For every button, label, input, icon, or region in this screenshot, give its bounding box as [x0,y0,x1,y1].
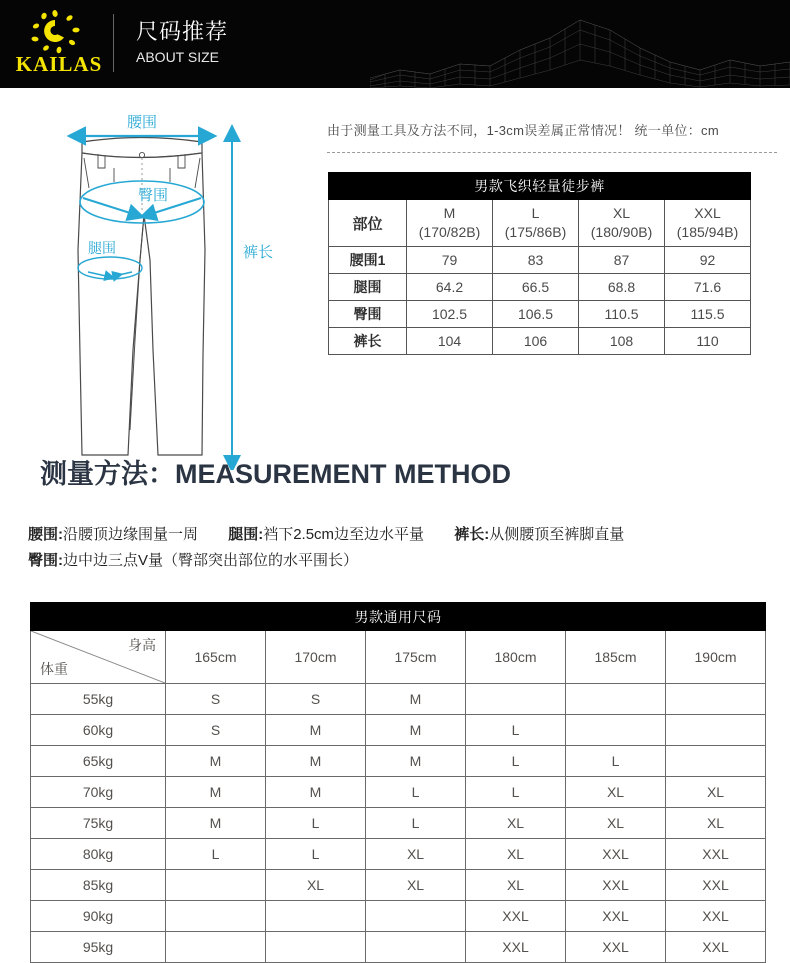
table-row [31,715,766,746]
table-cell: 106 [493,328,579,355]
chart-row-label: 90kg [31,901,166,932]
chart-weight-axis-label: 体重 [40,661,68,677]
chart-cell: L [366,777,466,808]
chart-cell: XXL [666,870,766,901]
row-label: 臀围 [329,301,407,328]
hip-label: 臀围 [137,187,169,204]
size-name: M [443,205,456,221]
chart-cell: XL [566,808,666,839]
table-cell: 79 [407,247,493,274]
chart-cell: XXL [666,901,766,932]
table-cell: 87 [579,247,665,274]
length-label: 裤长 [242,244,274,261]
chart-cell: XXL [566,901,666,932]
table-row [31,901,766,932]
general-chart-title: 男款通用尺码 [31,603,766,631]
chart-cell [266,901,366,932]
chart-cell: L [466,715,566,746]
sun-icon [26,10,84,54]
table-row [329,274,751,301]
measurement-item-label: 腰围: [28,526,63,543]
chart-cell: M [266,777,366,808]
measurement-item-label: 腿围: [228,526,264,543]
measurement-item-desc: 裆下2.5cm边至边水平量 [263,526,425,543]
chart-row-label: 65kg [31,746,166,777]
table-row [31,777,766,808]
size-table-title: 男款飞织轻量徒步裤 [329,173,751,200]
chart-cell: L [466,746,566,777]
table-cell: 71.6 [665,274,751,301]
chart-cell: XL [266,870,366,901]
chart-cell: M [166,808,266,839]
chart-cell: XL [666,777,766,808]
chart-cell: M [366,684,466,715]
measurement-method-title-cn: 测量方法： [40,459,175,489]
chart-cell: XL [566,777,666,808]
chart-cell: XL [466,870,566,901]
table-cell: 83 [493,247,579,274]
size-column-header [665,200,751,247]
measurement-item-thigh [228,522,424,548]
chart-cell: L [266,808,366,839]
measurement-method-line [28,548,778,574]
chart-cell: M [166,746,266,777]
chart-cell: XL [366,870,466,901]
size-name: XXL [694,205,721,221]
row-label: 裤长 [329,328,407,355]
chart-cell: M [366,715,466,746]
thigh-label: 腿围 [88,240,116,256]
measurement-method-title-en: MEASUREMENT METHOD [175,459,511,489]
size-column-header [579,200,665,247]
table-cell: 104 [407,328,493,355]
size-column-header [407,200,493,247]
table-row [31,839,766,870]
chart-cell [666,684,766,715]
chart-cell: S [166,684,266,715]
measurement-item-length [454,522,624,548]
chart-row-label: 95kg [31,932,166,963]
table-row [329,247,751,274]
table-row [31,808,766,839]
chart-cell: XL [666,808,766,839]
measurement-method-line [28,522,778,548]
size-table-part-header: 部位 [329,200,407,247]
chart-column-header: 175cm [366,631,466,684]
chart-cell [566,715,666,746]
chart-column-header: 170cm [266,631,366,684]
table-row [31,870,766,901]
page-header [0,0,790,88]
chart-cell: XXL [566,839,666,870]
measurement-method-list [28,522,778,574]
chart-row-label: 60kg [31,715,166,746]
table-cell: 108 [579,328,665,355]
chart-cell: L [266,839,366,870]
mountain-wireframe-graphic [370,0,790,88]
size-column-header [493,200,579,247]
chart-row-label: 75kg [31,808,166,839]
chart-cell: M [166,777,266,808]
chart-cell: XXL [566,932,666,963]
kailas-logo [14,8,104,80]
chart-corner-header [31,631,166,684]
chart-cell: L [366,808,466,839]
chart-cell [566,684,666,715]
measurement-item-desc: 从侧腰顶至裤脚直量 [489,526,625,543]
logo-wordmark: KAILAS [15,52,103,76]
chart-cell: M [366,746,466,777]
chart-cell [666,746,766,777]
chart-cell: XL [366,839,466,870]
size-spec: (185/94B) [676,224,739,240]
chart-cell: XXL [466,901,566,932]
chart-cell: XL [466,839,566,870]
chart-cell: M [266,746,366,777]
chart-cell [166,870,266,901]
chart-cell [666,715,766,746]
table-cell: 115.5 [665,301,751,328]
note-divider [327,152,777,153]
table-cell: 106.5 [493,301,579,328]
chart-row-label: 85kg [31,870,166,901]
chart-cell: XXL [666,932,766,963]
table-cell: 64.2 [407,274,493,301]
chart-cell: XXL [566,870,666,901]
row-label: 腰围1 [329,247,407,274]
chart-column-header: 190cm [666,631,766,684]
general-size-chart [30,602,766,963]
measurement-note: 由于测量工具及方法不同，1-3cm误差属正常情况！ 统一单位：cm [327,123,719,138]
chart-cell [466,684,566,715]
chart-row-label: 55kg [31,684,166,715]
chart-row-label: 70kg [31,777,166,808]
chart-cell: M [266,715,366,746]
measurement-item-desc: 沿腰顶边缘围量一周 [63,526,199,543]
pants-outline [78,138,205,456]
table-row [31,746,766,777]
page-subtitle: ABOUT SIZE [136,49,219,65]
measurement-item-label: 裤长: [454,526,490,543]
header-divider [113,14,114,72]
chart-cell: XXL [666,839,766,870]
chart-cell: S [166,715,266,746]
table-cell: 110 [665,328,751,355]
table-cell: 110.5 [579,301,665,328]
chart-cell [366,901,466,932]
chart-cell: S [266,684,366,715]
size-spec: (180/90B) [590,224,653,240]
chart-cell [166,901,266,932]
size-spec: (170/82B) [418,224,481,240]
measurement-item-waist [28,522,198,548]
chart-column-header: 165cm [166,631,266,684]
measurement-item-hip [28,548,358,574]
size-name: XL [612,205,631,221]
measurement-item-label: 臀围: [28,552,63,569]
table-cell: 66.5 [493,274,579,301]
table-cell: 68.8 [579,274,665,301]
chart-cell: L [566,746,666,777]
table-row [31,684,766,715]
size-spec: (175/86B) [504,224,567,240]
page-title: 尺码推荐 [136,19,229,44]
measurement-method-title [40,452,511,491]
chart-cell: L [466,777,566,808]
table-cell: 92 [665,247,751,274]
size-name: L [531,205,540,221]
table-row [329,301,751,328]
chart-cell: XL [466,808,566,839]
table-cell: 102.5 [407,301,493,328]
measurement-item-desc: 边中边三点V量（臀部突出部位的水平围长） [63,552,359,569]
product-size-table [328,172,751,355]
table-row [329,328,751,355]
chart-cell: XXL [466,932,566,963]
chart-height-axis-label: 身高 [128,637,156,653]
pants-measurement-diagram [40,100,310,470]
chart-column-header: 180cm [466,631,566,684]
chart-cell: L [166,839,266,870]
row-label: 腿围 [329,274,407,301]
chart-column-header: 185cm [566,631,666,684]
chart-row-label: 80kg [31,839,166,870]
waist-label: 腰围 [126,114,158,131]
